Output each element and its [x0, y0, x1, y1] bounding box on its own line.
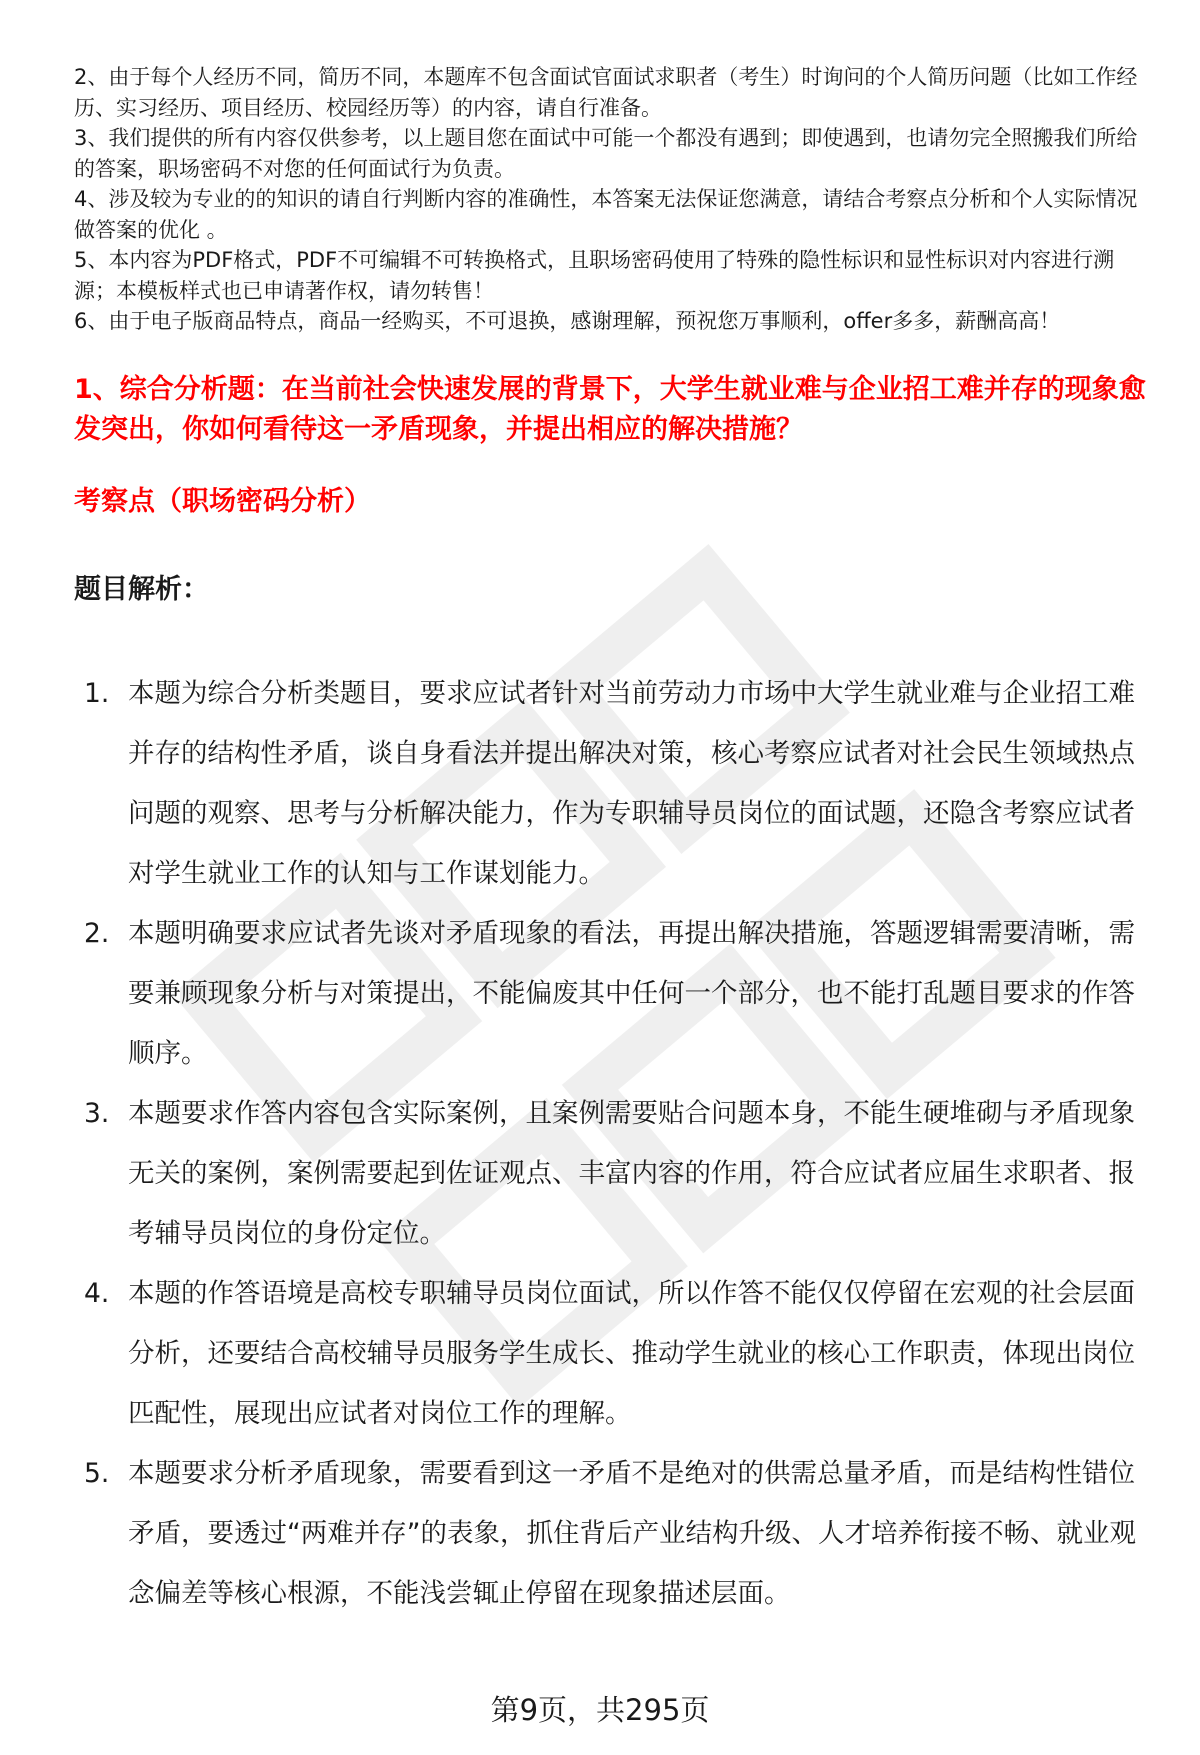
list-item-text: 本题要求分析矛盾现象，需要看到这一矛盾不是绝对的供需总量矛盾，而是结构性错位矛盾，要透过“两难并存”的表象，抓住背后产业结构升级、人才培养衔接不畅、就业观念偏差等核心根源，不能浅尝辄止停留在现象描述层面。 — [128, 1458, 1136, 1609]
list-item — [74, 1444, 1154, 1624]
list-item-number: 5. — [84, 1458, 110, 1489]
question-title: 1、综合分析题：在当前社会快速发展的背景下，大学生就业难与企业招工难并存的现象愈发突出，你如何看待这一矛盾现象，并提出相应的解决措施？ — [74, 374, 1146, 445]
analysis-heading: 题目解析： — [74, 574, 209, 605]
list-item-number: 3. — [84, 1098, 110, 1129]
page-footer: 第9页，共295页 — [490, 1693, 710, 1727]
note-item: 5、本内容为PDF格式，PDF不可编辑不可转换格式，且职场密码使用了特殊的隐性标识和显性标识对内容进行溯源；本模板样式也已申请著作权，请勿转售！ — [74, 248, 1115, 303]
note-item: 2、由于每个人经历不同，简历不同，本题库不包含面试官面试求职者（考生）时询问的个人简历问题（比如工作经历、实习经历、项目经历、校园经历等）的内容，请自行准备。 — [74, 65, 1138, 120]
list-item-text: 本题明确要求应试者先谈对矛盾现象的看法，再提出解决措施，答题逻辑需要清晰，需要兼顾现象分析与对策提出，不能偏废其中任何一个部分，也不能打乱题目要求的作答顺序。 — [128, 918, 1135, 1069]
exam-point-heading: 考察点（职场密码分析） — [74, 486, 371, 517]
list-item-number: 4. — [84, 1278, 110, 1309]
list-item-text: 本题要求作答内容包含实际案例，且案例需要贴合问题本身，不能生硬堆砌与矛盾现象无关的案例，案例需要起到佐证观点、丰富内容的作用，符合应试者应届生求职者、报考辅导员岗位的身份定位。 — [128, 1098, 1135, 1249]
list-item-text: 本题为综合分析类题目，要求应试者针对当前劳动力市场中大学生就业难与企业招工难并存的结构性矛盾，谈自身看法并提出解决对策，核心考察应试者对社会民生领域热点问题的观察、思考与分析解决能力，作为专职辅导员岗位的面试题，还隐含考察应试者对学生就业工作的认知与工作谋划能力。 — [128, 678, 1135, 889]
note-item: 3、我们提供的所有内容仅供参考，以上题目您在面试中可能一个都没有遇到；即使遇到，也请勿完全照搬我们所给的答案，职场密码不对您的任何面试行为负责。 — [74, 126, 1138, 181]
list-item — [74, 1084, 1154, 1264]
note-item: 6、由于电子版商品特点，商品一经购买，不可退换，感谢理解，预祝您万事顺利，offer多多，薪酬高高！ — [74, 309, 1061, 333]
list-item-number: 1. — [84, 678, 110, 709]
notes-block — [74, 62, 1154, 337]
list-item-text: 本题的作答语境是高校专职辅导员岗位面试，所以作答不能仅仅停留在宏观的社会层面分析，还要结合高校辅导员服务学生成长、推动学生就业的核心工作职责，体现出岗位匹配性，展现出应试者对岗位工作的理解。 — [128, 1278, 1135, 1429]
note-item: 4、涉及较为专业的的知识的请自行判断内容的准确性，本答案无法保证您满意，请结合考察点分析和个人实际情况做答案的优化 。 — [74, 187, 1138, 242]
list-item — [74, 664, 1154, 904]
list-item — [74, 904, 1154, 1084]
analysis-list — [74, 664, 1154, 1624]
list-item — [74, 1264, 1154, 1444]
list-item-number: 2. — [84, 918, 110, 949]
